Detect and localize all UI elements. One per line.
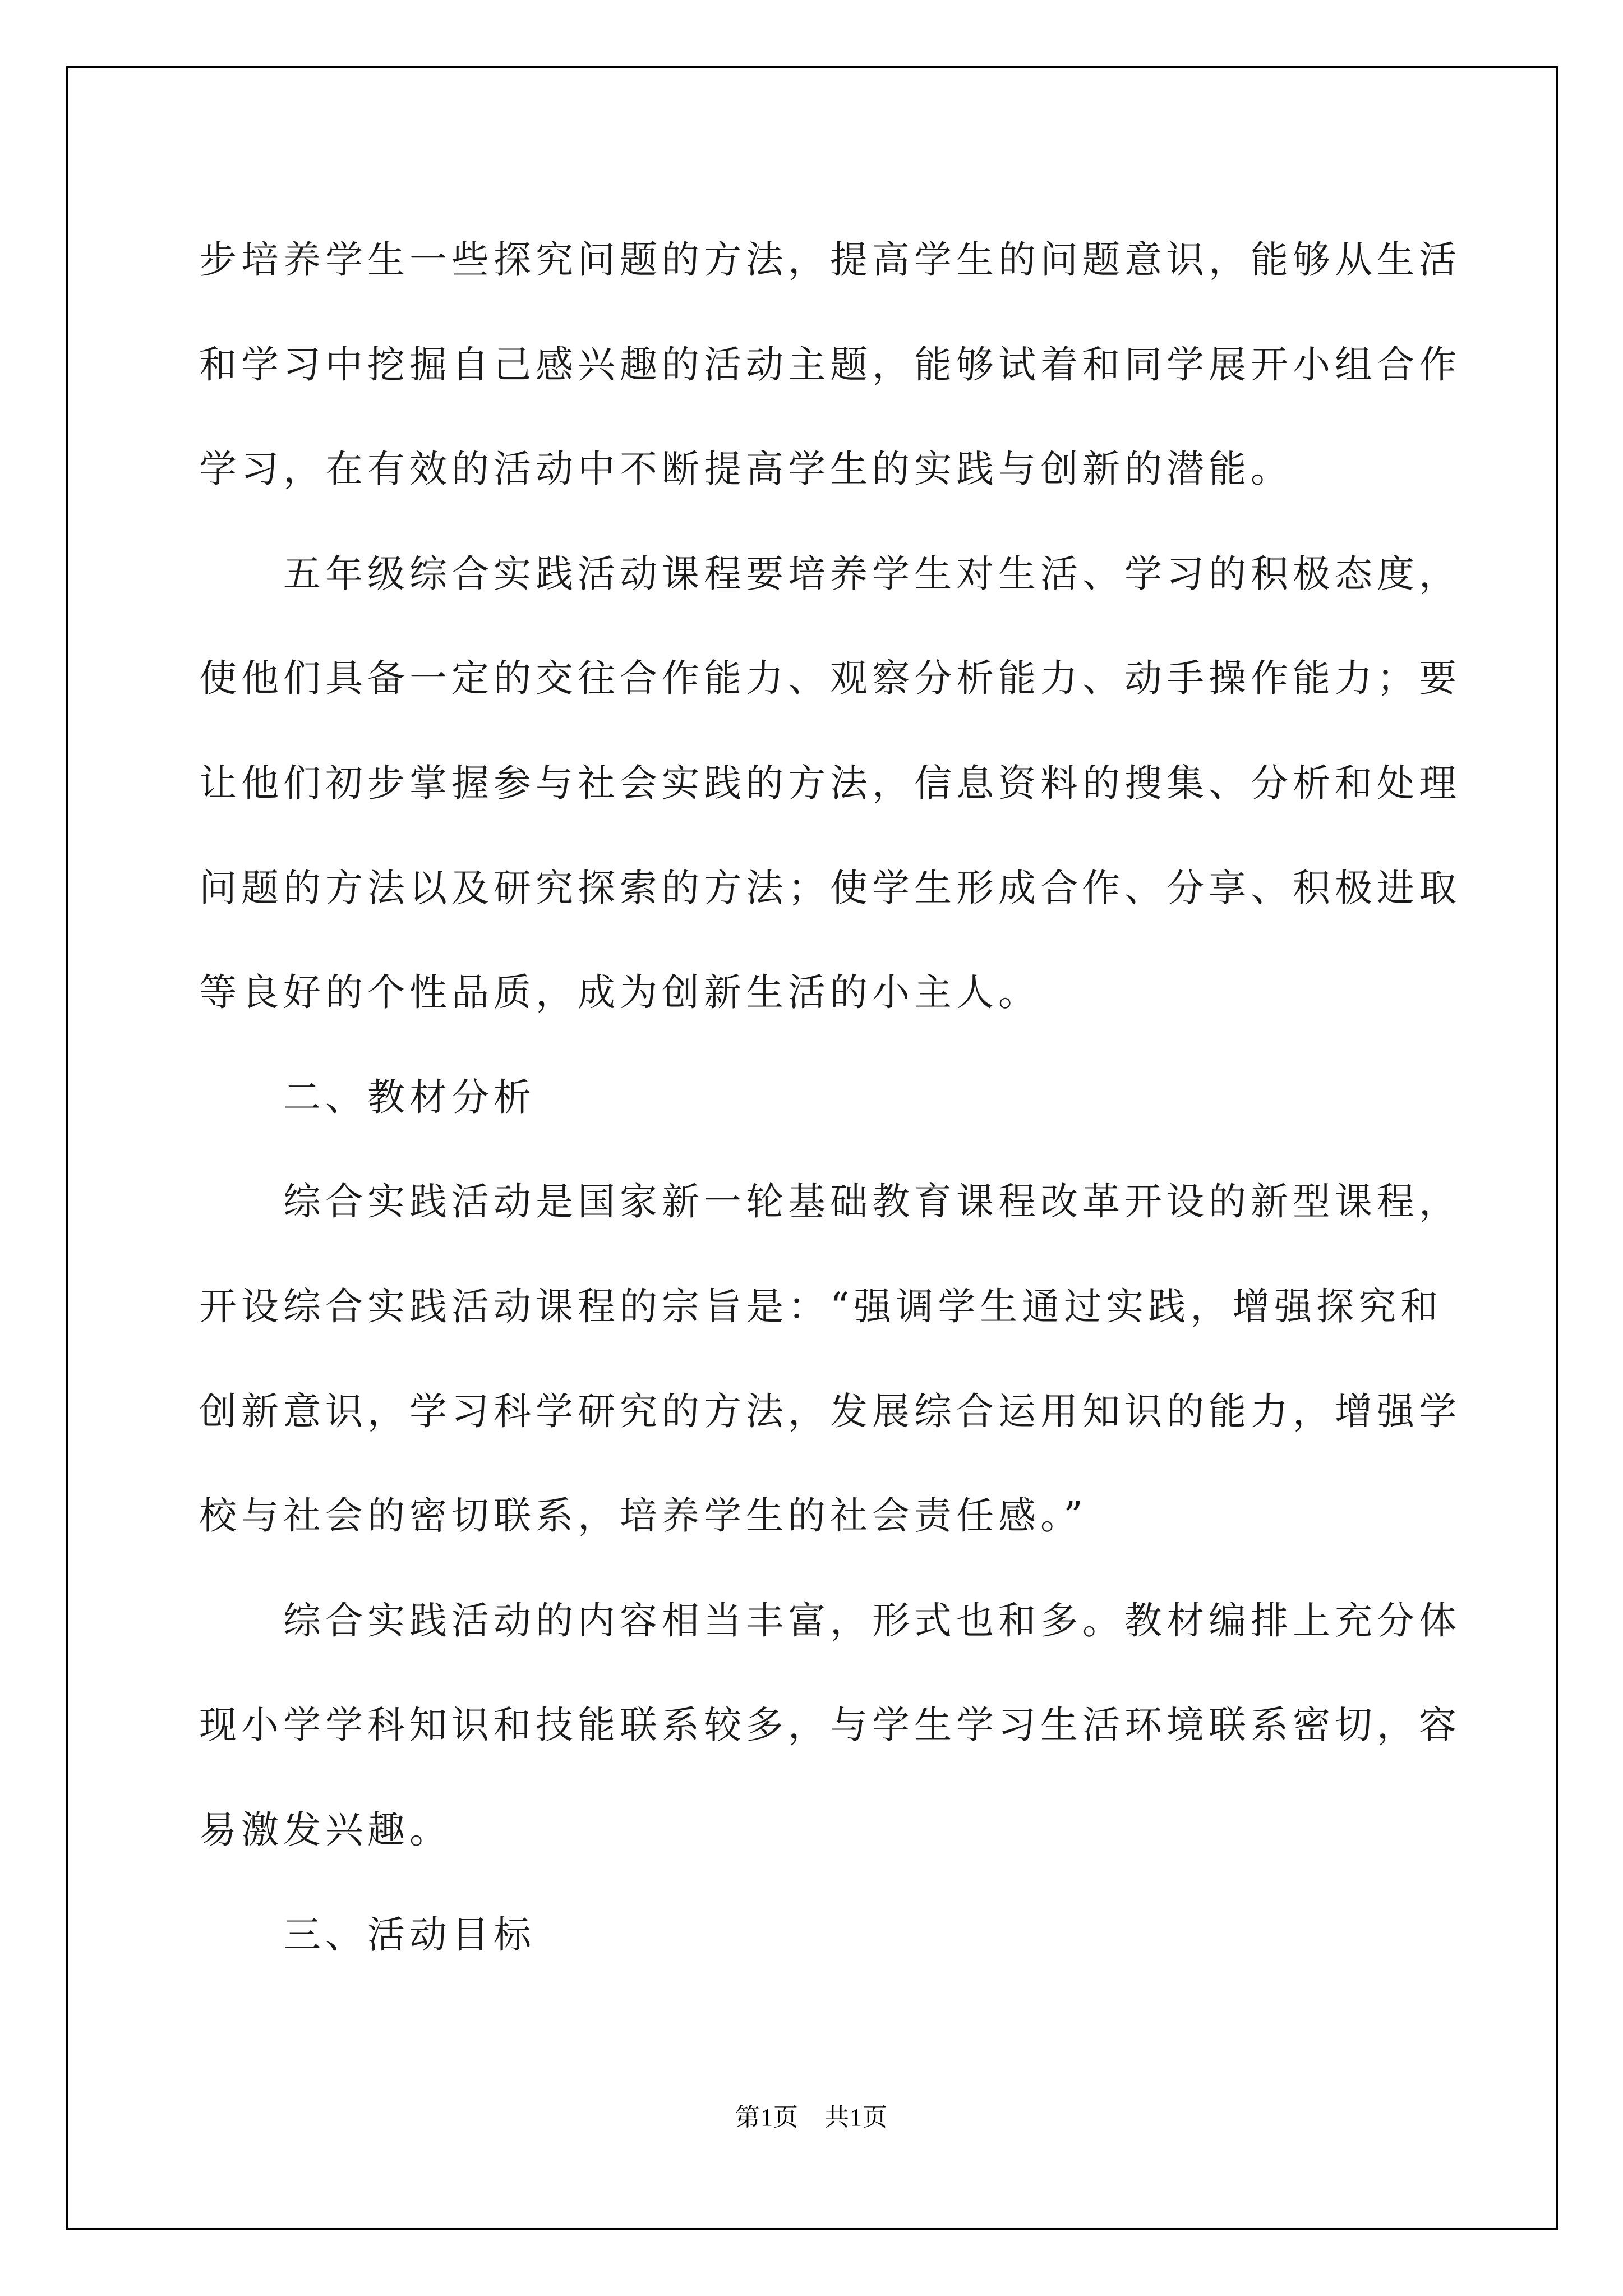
text-line: 校与社会的密切联系，培养学生的社会责任感。” xyxy=(199,1494,1087,1538)
text-line: 创新意识，学习科学研究的方法，发展综合运用知识的能力，增强学 xyxy=(199,1389,1461,1433)
page-number-label: 第1页 xyxy=(735,2104,799,2131)
text-line: 问题的方法以及研究探索的方法；使学生形成合作、分享、积极进取 xyxy=(199,866,1461,910)
text-line: 综合实践活动是国家新一轮基础教育课程改革开设的新型课程， xyxy=(283,1180,1461,1224)
text-line: 和学习中挖掘自己感兴趣的活动主题，能够试着和同学展开小组合作 xyxy=(199,342,1461,386)
paragraph-continued xyxy=(199,208,1461,522)
page-footer xyxy=(0,2097,1623,2133)
text-line: 五年级综合实践活动课程要培养学生对生活、学习的积极态度， xyxy=(283,551,1461,596)
text-line: 等良好的个性品质，成为创新生活的小主人。 xyxy=(199,970,1040,1015)
text-line: 综合实践活动的内容相当丰富，形式也和多。教材编排上充分体 xyxy=(283,1598,1461,1642)
paragraph-grade-five-goals xyxy=(199,522,1461,1045)
text-line: 使他们具备一定的交往合作能力、观察分析能力、动手操作能力；要 xyxy=(199,656,1461,701)
text-line: 易激发兴趣。 xyxy=(199,1807,451,1852)
total-pages-label: 共1页 xyxy=(824,2104,888,2131)
text-line: 学习，在有效的活动中不断提高学生的实践与创新的潜能。 xyxy=(199,447,1293,491)
section-heading: 三、活动目标 xyxy=(283,1912,536,1957)
document-body xyxy=(199,208,1461,1987)
paragraph-course-purpose xyxy=(199,1149,1461,1568)
section-heading-activity-goals xyxy=(199,1883,1422,1987)
paragraph-course-content xyxy=(199,1568,1461,1883)
section-heading: 二、教材分析 xyxy=(283,1075,536,1119)
text-line: 让他们初步掌握参与社会实践的方法，信息资料的搜集、分析和处理 xyxy=(199,761,1461,805)
text-line: 开设综合实践活动课程的宗旨是：“强调学生通过实践，增强探究和 xyxy=(199,1284,1443,1328)
text-line: 现小学学科知识和技能联系较多，与学生学习生活环境联系密切，容 xyxy=(199,1703,1461,1747)
section-heading-textbook-analysis xyxy=(199,1045,1422,1150)
text-line: 步培养学生一些探究问题的方法，提高学生的问题意识，能够从生活 xyxy=(199,238,1461,282)
